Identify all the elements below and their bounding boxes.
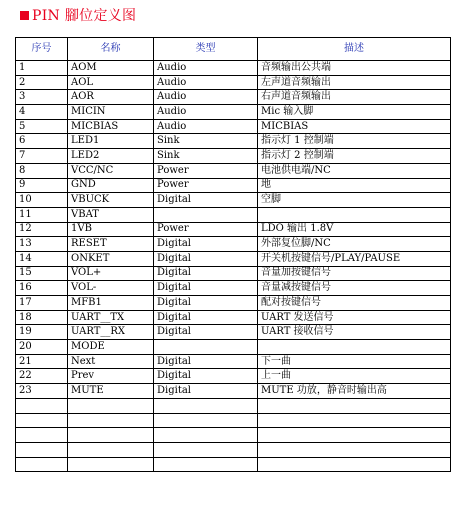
cell-name: VBAT [68, 207, 154, 222]
cell-description: 上一曲 [258, 369, 451, 384]
cell-description [258, 207, 451, 222]
cell-description [258, 442, 451, 457]
cell-name: VOL- [68, 281, 154, 296]
cell-description [258, 398, 451, 413]
table-row [16, 266, 451, 281]
cell-index [16, 428, 68, 443]
table-row [16, 325, 451, 340]
table-header-row [16, 38, 451, 61]
table-row [16, 428, 451, 443]
cell-description: 右声道音频输出 [258, 90, 451, 105]
cell-description: 左声道音频输出 [258, 75, 451, 90]
cell-index: 21 [16, 354, 68, 369]
cell-name: MUTE [68, 384, 154, 399]
cell-name: UART__TX [68, 310, 154, 325]
cell-index: 7 [16, 149, 68, 164]
cell-type: Digital [154, 310, 258, 325]
table-row [16, 237, 451, 252]
cell-description: 音频输出公共端 [258, 61, 451, 76]
cell-description: MICBIAS [258, 119, 451, 134]
table-row [16, 222, 451, 237]
table-row [16, 149, 451, 164]
cell-index: 3 [16, 90, 68, 105]
table-row [16, 457, 451, 472]
cell-type: Digital [154, 384, 258, 399]
cell-index: 8 [16, 163, 68, 178]
table-row [16, 251, 451, 266]
cell-description [258, 428, 451, 443]
table-row [16, 310, 451, 325]
cell-index: 23 [16, 384, 68, 399]
cell-description: 指示灯 1 控制端 [258, 134, 451, 149]
cell-description: 电池供电端/NC [258, 163, 451, 178]
cell-index [16, 442, 68, 457]
cell-type [154, 340, 258, 355]
cell-name: AOL [68, 75, 154, 90]
header-index: 序号 [16, 38, 68, 61]
square-bullet-icon [20, 11, 29, 20]
cell-index: 10 [16, 193, 68, 208]
cell-index: 6 [16, 134, 68, 149]
cell-name: GND [68, 178, 154, 193]
table-row [16, 163, 451, 178]
cell-name: MFB1 [68, 296, 154, 311]
cell-name: Prev [68, 369, 154, 384]
cell-type: Power [154, 178, 258, 193]
cell-type: Digital [154, 281, 258, 296]
cell-name: LED1 [68, 134, 154, 149]
cell-name: UART__RX [68, 325, 154, 340]
cell-type: Digital [154, 369, 258, 384]
cell-index: 11 [16, 207, 68, 222]
cell-description: Mic 输入脚 [258, 105, 451, 120]
cell-description: MUTE 功放，静音时输出高 [258, 384, 451, 399]
cell-index: 19 [16, 325, 68, 340]
cell-type: Audio [154, 90, 258, 105]
cell-description: 开关机按键信号/PLAY/PAUSE [258, 251, 451, 266]
header-description: 描述 [258, 38, 451, 61]
table-row [16, 75, 451, 90]
cell-type: Digital [154, 251, 258, 266]
cell-type: Power [154, 222, 258, 237]
cell-type [154, 457, 258, 472]
cell-name: ONKET [68, 251, 154, 266]
cell-index: 15 [16, 266, 68, 281]
table-row [16, 61, 451, 76]
cell-name [68, 398, 154, 413]
cell-index: 2 [16, 75, 68, 90]
cell-type: Digital [154, 193, 258, 208]
table-row [16, 398, 451, 413]
cell-index: 5 [16, 119, 68, 134]
cell-name: AOR [68, 90, 154, 105]
cell-index [16, 413, 68, 428]
cell-description: 音量加按键信号 [258, 266, 451, 281]
cell-index: 17 [16, 296, 68, 311]
cell-name [68, 413, 154, 428]
cell-description: 下一曲 [258, 354, 451, 369]
cell-type: Digital [154, 325, 258, 340]
cell-index: 14 [16, 251, 68, 266]
cell-type: Audio [154, 61, 258, 76]
cell-description: 配对按键信号 [258, 296, 451, 311]
table-row [16, 178, 451, 193]
cell-name: VBUCK [68, 193, 154, 208]
cell-name: MICBIAS [68, 119, 154, 134]
table-row [16, 90, 451, 105]
cell-name: MODE [68, 340, 154, 355]
cell-type: Audio [154, 119, 258, 134]
table-row [16, 119, 451, 134]
cell-type: Digital [154, 296, 258, 311]
cell-type [154, 428, 258, 443]
cell-index: 4 [16, 105, 68, 120]
cell-name: 1VB [68, 222, 154, 237]
cell-type: Sink [154, 149, 258, 164]
cell-type: Digital [154, 354, 258, 369]
table-row [16, 105, 451, 120]
table-row [16, 281, 451, 296]
cell-index: 18 [16, 310, 68, 325]
cell-index: 12 [16, 222, 68, 237]
cell-type [154, 442, 258, 457]
cell-index [16, 457, 68, 472]
cell-description: UART 接收信号 [258, 325, 451, 340]
table-row [16, 384, 451, 399]
cell-index [16, 398, 68, 413]
cell-description: 外部复位脚/NC [258, 237, 451, 252]
table-row [16, 134, 451, 149]
cell-index: 9 [16, 178, 68, 193]
cell-index: 1 [16, 61, 68, 76]
cell-name: LED2 [68, 149, 154, 164]
cell-name: Next [68, 354, 154, 369]
table-row [16, 193, 451, 208]
pin-definition-table [15, 37, 451, 472]
table-row [16, 340, 451, 355]
page-title-text: PIN 腳位定义图 [32, 8, 137, 24]
cell-index: 16 [16, 281, 68, 296]
table-row [16, 369, 451, 384]
cell-description [258, 457, 451, 472]
cell-index: 22 [16, 369, 68, 384]
cell-name: VCC/NC [68, 163, 154, 178]
cell-name [68, 442, 154, 457]
page-title [20, 4, 136, 26]
cell-description: LDO 输出 1.8V [258, 222, 451, 237]
cell-type: Audio [154, 75, 258, 90]
cell-type: Sink [154, 134, 258, 149]
cell-description: 空脚 [258, 193, 451, 208]
cell-type [154, 207, 258, 222]
cell-name [68, 428, 154, 443]
cell-description: UART 发送信号 [258, 310, 451, 325]
cell-type: Power [154, 163, 258, 178]
cell-name [68, 457, 154, 472]
cell-description: 音量减按键信号 [258, 281, 451, 296]
header-type: 类型 [154, 38, 258, 61]
cell-description: 地 [258, 178, 451, 193]
cell-name: RESET [68, 237, 154, 252]
table-row [16, 413, 451, 428]
table-row [16, 296, 451, 311]
header-name: 名称 [68, 38, 154, 61]
cell-type [154, 398, 258, 413]
cell-type: Digital [154, 237, 258, 252]
cell-name: AOM [68, 61, 154, 76]
table-body [16, 61, 451, 472]
cell-description: 指示灯 2 控制端 [258, 149, 451, 164]
cell-type: Digital [154, 266, 258, 281]
table-row [16, 442, 451, 457]
cell-description [258, 340, 451, 355]
cell-name: MICIN [68, 105, 154, 120]
table-row [16, 354, 451, 369]
table-row [16, 207, 451, 222]
cell-index: 20 [16, 340, 68, 355]
cell-type: Audio [154, 105, 258, 120]
cell-description [258, 413, 451, 428]
cell-name: VOL+ [68, 266, 154, 281]
cell-index: 13 [16, 237, 68, 252]
cell-type [154, 413, 258, 428]
